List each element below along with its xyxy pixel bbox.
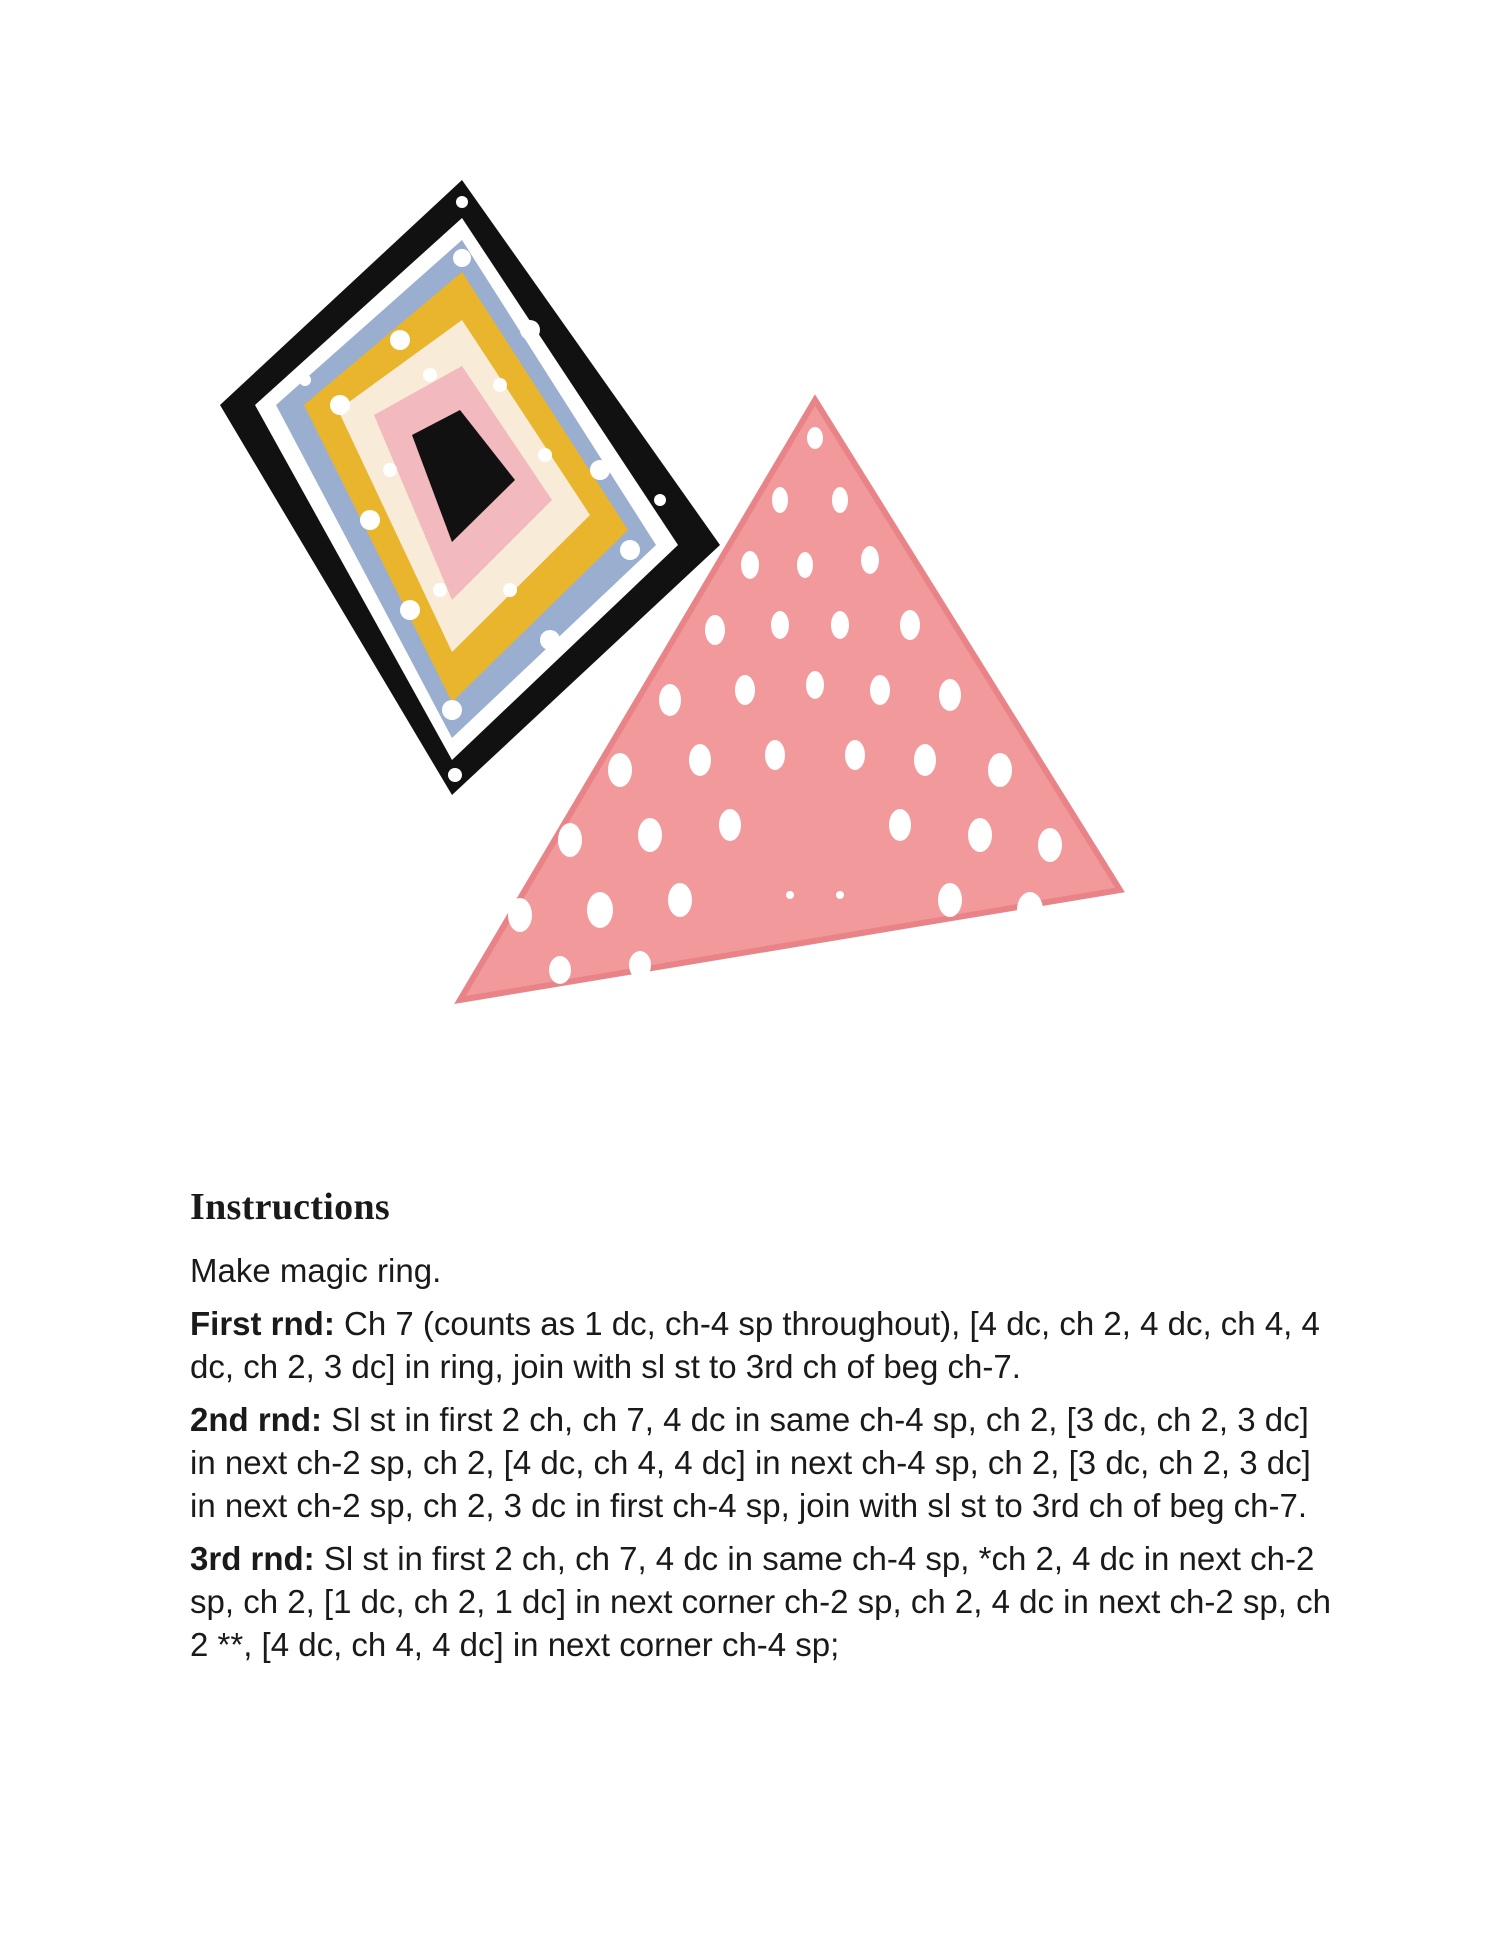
- round-3-text: Sl st in first 2 ch, ch 7, 4 dc in same ch-4 sp, *ch 2, 4 dc in next ch-2 sp, ch 2, [1 dc, ch 2, 1 dc] in next corner ch-2 sp, ch 2, 4 dc in next ch-2 sp, ch 2 **, [4 dc, ch 4, 4 dc] in next corner ch-4 sp;: [190, 1540, 1331, 1663]
- round-3-label: 3rd rnd:: [190, 1540, 315, 1577]
- round-2-text: Sl st in first 2 ch, ch 7, 4 dc in same ch-4 sp, ch 2, [3 dc, ch 2, 3 dc] in next ch-2 sp, ch 2, [4 dc, ch 4, 4 dc] in next ch-4 sp, ch 2, [3 dc, ch 2, 3 dc] in next ch-2 sp, ch 2, 3 dc in first ch-4 sp, join with sl st to 3rd ch of beg ch-7.: [190, 1401, 1311, 1524]
- instructions-section: [190, 1185, 1340, 1676]
- round-2-label: 2nd rnd:: [190, 1401, 322, 1438]
- round-1: [190, 1302, 1340, 1388]
- instructions-heading: Instructions: [190, 1186, 390, 1228]
- intro-text: Make magic ring.: [190, 1252, 442, 1289]
- crochet-photo: [190, 170, 1320, 1130]
- round-1-text: Ch 7 (counts as 1 dc, ch-4 sp throughout), [4 dc, ch 2, 4 dc, ch 4, 4 dc, ch 2, 3 dc] in ring, join with sl st to 3rd ch of beg ch-7.: [190, 1305, 1320, 1385]
- round-2: [190, 1398, 1340, 1527]
- round-1-label: First rnd:: [190, 1305, 335, 1342]
- round-3: [190, 1537, 1340, 1666]
